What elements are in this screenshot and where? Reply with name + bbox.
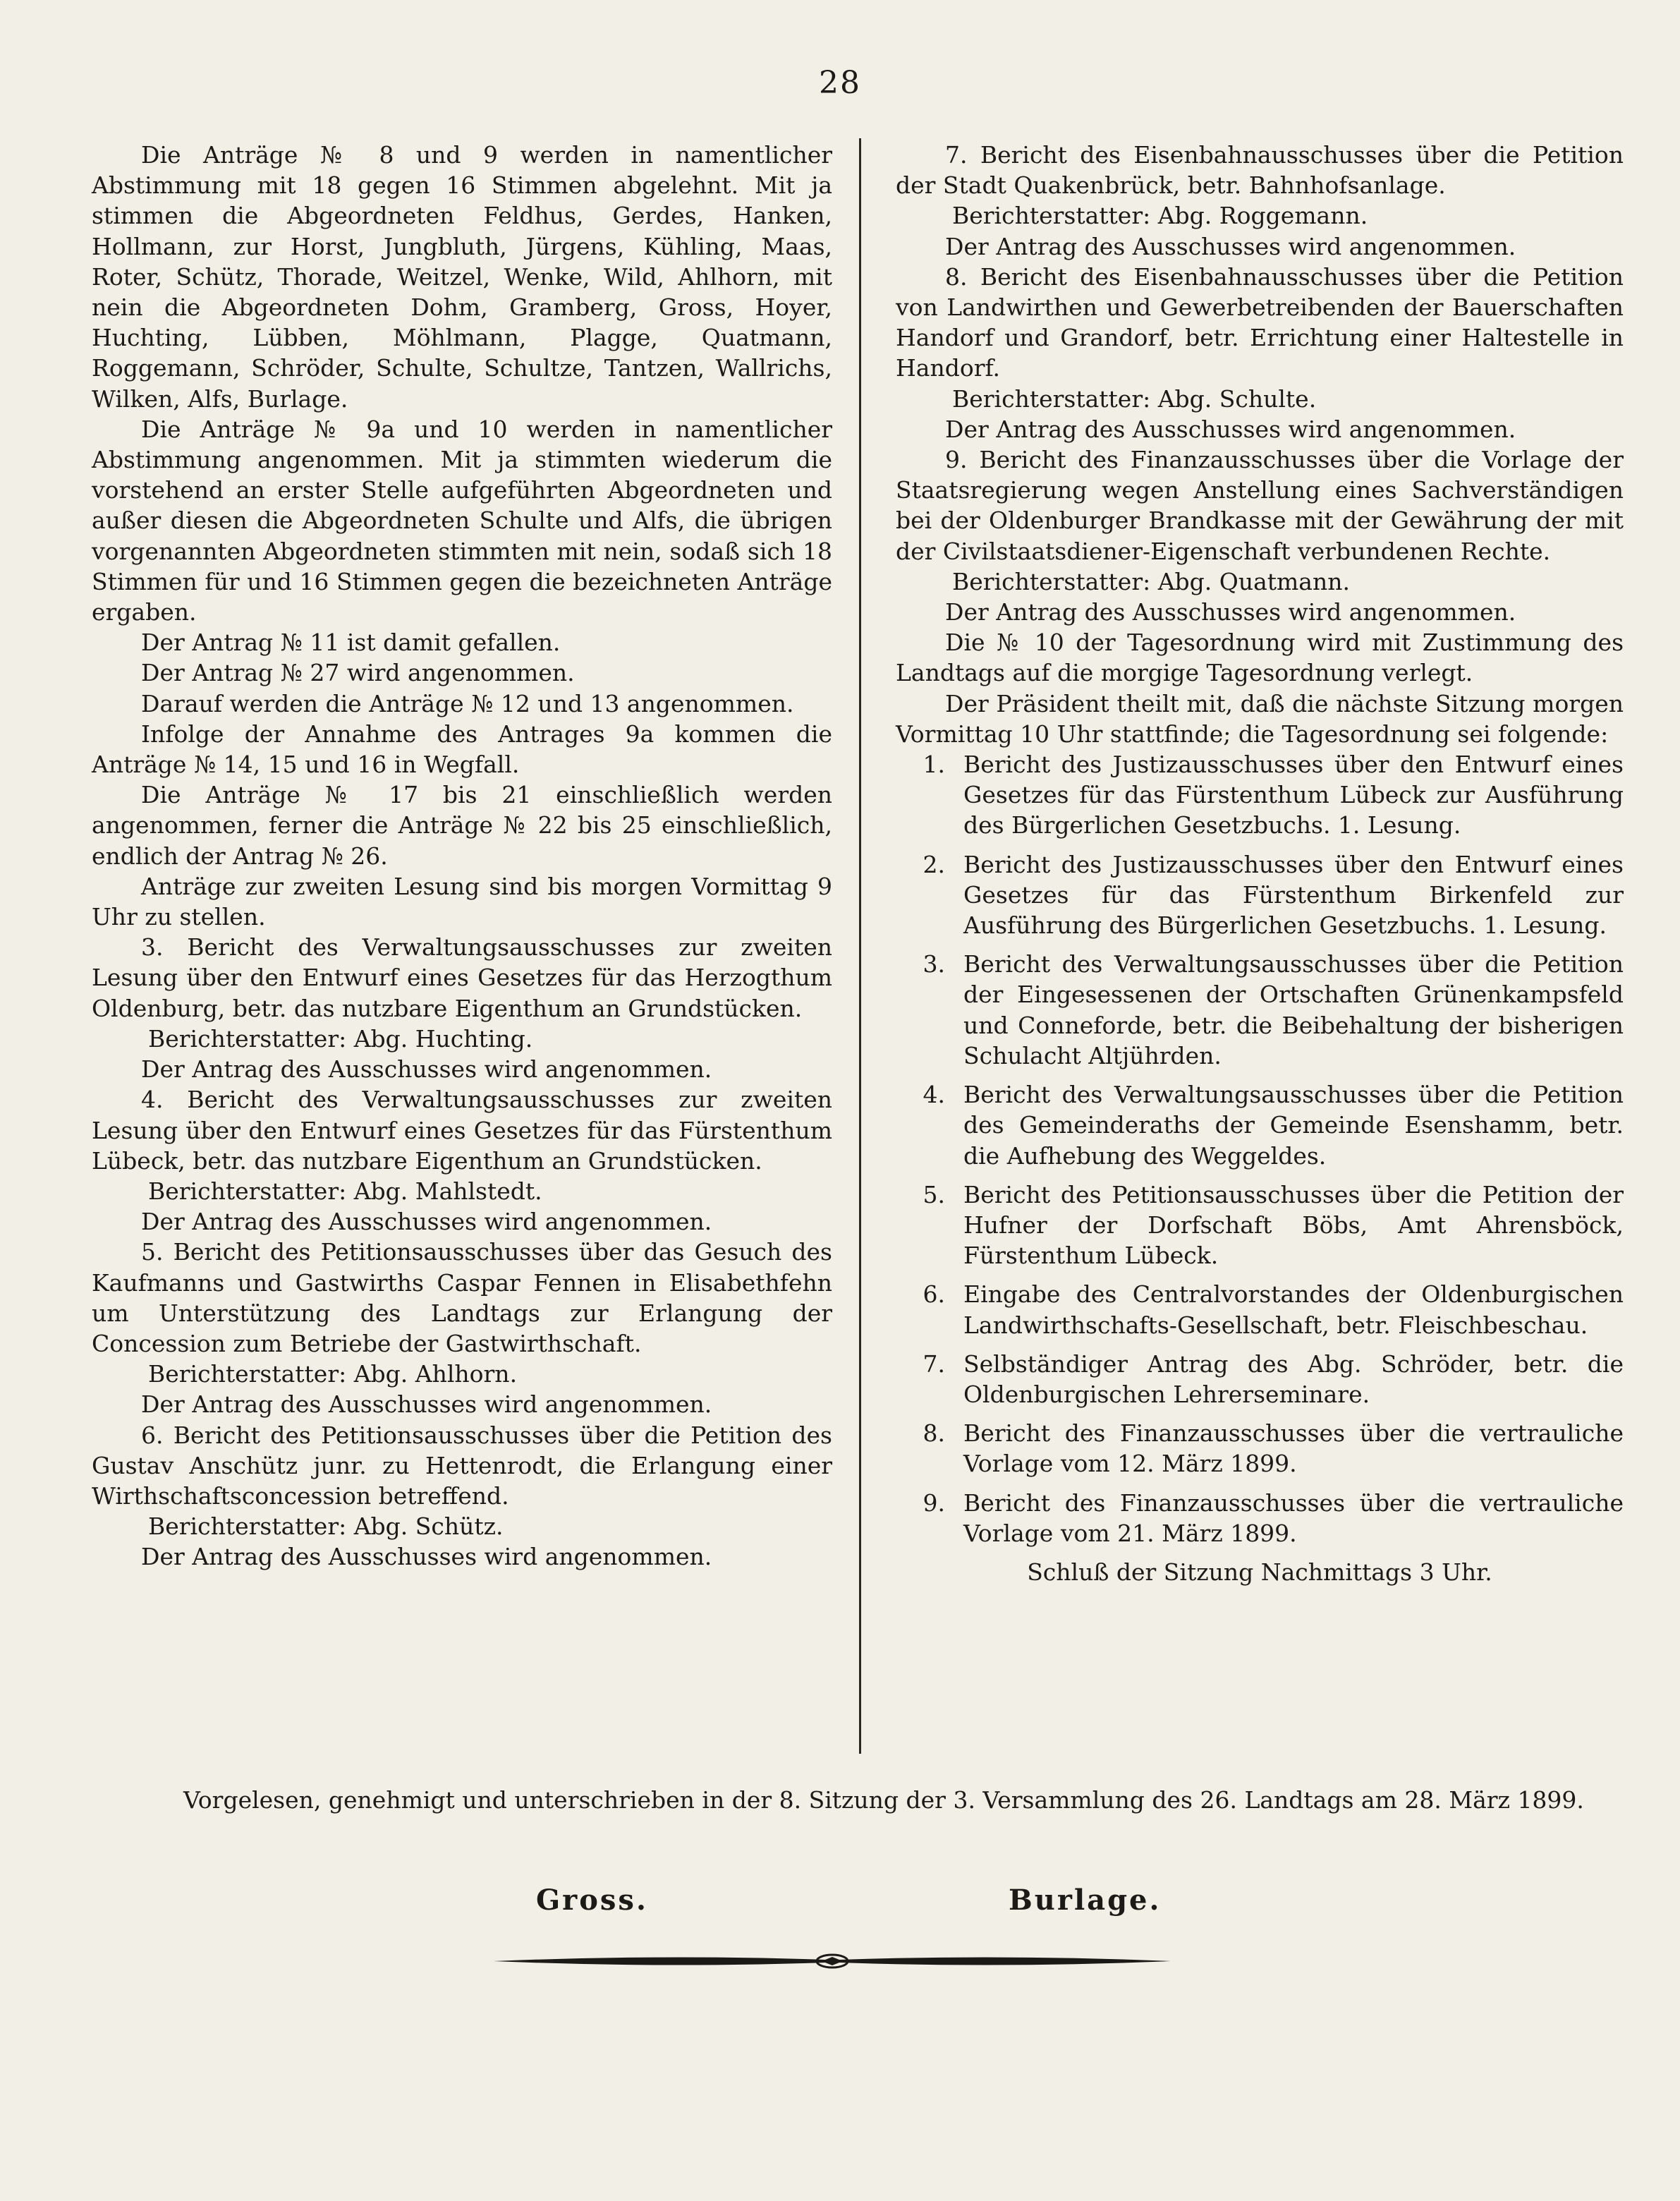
- report-item: 5. Bericht des Petitionsausschusses über das Gesuch des Kaufmanns und Gastwirths Caspar Fennen in Elisabethfehn um Unterstützung des Landtags zur Erlangung der Concession zum Betriebe der Gastwirthschaft.: [92, 1238, 832, 1357]
- agenda-item: [896, 1180, 1624, 1271]
- agenda-number: 3.: [923, 950, 945, 978]
- result-line: Der Antrag des Ausschusses wird angenommen.: [141, 1055, 712, 1084]
- result-line: Der Antrag des Ausschusses wird angenommen.: [141, 1208, 712, 1236]
- reporter-line: Berichterstatter: Abg. Schütz.: [148, 1512, 504, 1541]
- agenda-item: [896, 1418, 1624, 1479]
- agenda-item: [896, 949, 1624, 1071]
- footer-statement: [92, 1785, 1624, 1816]
- agenda-number: 5.: [923, 1180, 945, 1208]
- agenda-item: [896, 1349, 1624, 1409]
- agenda-item: [896, 1488, 1624, 1548]
- paragraph: Die Anträge № 17 bis 21 einschließlich werden angenommen, ferner die Anträge № 22 bis 25 einschließlich, endlich der Antrag № 26.: [92, 781, 832, 870]
- report-item: 3. Bericht des Verwaltungsausschusses zur zweiten Lesung über den Entwurf eines Gesetzes für das Herzogthum Oldenburg, betr. das nutzbare Eigenthum an Grundstücken.: [92, 933, 832, 1022]
- agenda-number: 2.: [923, 850, 945, 878]
- reporter-line: Berichterstatter: Abg. Huchting.: [148, 1024, 533, 1053]
- agenda-text: Selbständiger Antrag des Abg. Schröder, betr. die Oldenburgischen Lehrerseminare.: [963, 1350, 1624, 1408]
- agenda-text: Bericht des Finanzausschusses über die vertrauliche Vorlage vom 21. März 1899.: [963, 1488, 1624, 1547]
- signature-left: Gross.: [536, 1884, 648, 1917]
- agenda-item: [896, 849, 1624, 941]
- agenda-number: 1.: [923, 751, 945, 779]
- signature-right: Burlage.: [1009, 1884, 1162, 1917]
- page-number: 28: [819, 65, 861, 101]
- column-divider: [859, 138, 861, 1754]
- paragraph: Die Anträge № 9a und 10 werden in namentlicher Abstimmung angenommen. Mit ja stimmten wiederum die vorstehend an erster Stelle aufgeführten Abgeordneten und außer diesen die Abgeordneten Schulte und Alfs, die übrigen vorgenannten Abgeordneten stimmten mit nein, sodaß sich 18 Stimmen für und 16 Stimmen gegen die bezeichneten Anträge ergaben.: [92, 415, 832, 626]
- paragraph: Anträge zur zweiten Lesung sind bis morgen Vormittag 9 Uhr zu stellen.: [92, 872, 832, 931]
- agenda-number: 6.: [923, 1280, 945, 1309]
- paragraph: Der Antrag № 27 wird angenommen.: [141, 659, 575, 687]
- agenda-text: Bericht des Justizausschusses über den Entwurf eines Gesetzes für das Fürstenthum Birkenfeld zur Ausführung des Bürgerlichen Gesetzbuchs. 1. Lesung.: [963, 850, 1624, 940]
- reporter-line: Berichterstatter: Abg. Mahlstedt.: [148, 1177, 542, 1205]
- reporter-line: Berichterstatter: Abg. Quatmann.: [952, 567, 1350, 595]
- agenda-number: 7.: [923, 1350, 945, 1378]
- report-item: 6. Bericht des Petitionsausschusses über die Petition des Gustav Anschütz junr. zu Hettenrodt, die Erlangung einer Wirthschaftsconcession betreffend.: [92, 1421, 832, 1510]
- result-line: Der Antrag des Ausschusses wird angenommen.: [141, 1543, 712, 1571]
- paragraph: Der Präsident theilt mit, daß die nächste Sitzung morgen Vormittag 10 Uhr stattfinde; die Tagesordnung sei folgende:: [896, 689, 1624, 748]
- right-column: [896, 140, 1624, 1587]
- reporter-line: Berichterstatter: Abg. Ahlhorn.: [148, 1360, 518, 1388]
- report-item: 7. Bericht des Eisenbahnausschusses über die Petition der Stadt Quakenbrück, betr. Bahnhofsanlage.: [896, 141, 1624, 200]
- agenda-text: Bericht des Petitionsausschusses über die Petition der Hufner der Dorfschaft Böbs, Amt Ahrensböck, Fürstenthum Lübeck.: [963, 1180, 1624, 1270]
- agenda-number: 9.: [923, 1488, 945, 1517]
- paragraph: Infolge der Annahme des Antrages 9a kommen die Anträge № 14, 15 und 16 in Wegfall.: [92, 720, 832, 779]
- agenda-text: Bericht des Verwaltungsausschusses über die Petition des Gemeinderaths der Gemeinde Esenshamm, betr. die Aufhebung des Weggeldes.: [963, 1081, 1624, 1170]
- footer-text: Vorgelesen, genehmigt und unterschrieben in der 8. Sitzung der 3. Versammlung des 26. Landtags am 28. März 1899.: [183, 1786, 1584, 1814]
- report-item: 4. Bericht des Verwaltungsausschusses zur zweiten Lesung über den Entwurf eines Gesetzes für das Fürstenthum Lübeck, betr. das nutzbare Eigenthum an Grundstücken.: [92, 1086, 832, 1175]
- result-line: Der Antrag des Ausschusses wird angenommen.: [945, 598, 1516, 626]
- paragraph: Der Antrag № 11 ist damit gefallen.: [141, 629, 561, 657]
- agenda-text: Bericht des Verwaltungsausschusses über die Petition der Eingesessenen der Ortschaften Grünenkampsfeld und Conneforde, betr. die Beibehaltung der bisherigen Schulacht Altjührden.: [963, 950, 1624, 1069]
- agenda-item: [896, 1079, 1624, 1171]
- paragraph: Darauf werden die Anträge № 12 und 13 angenommen.: [141, 689, 794, 717]
- agenda-text: Eingabe des Centralvorstandes der Oldenburgischen Landwirthschafts-Gesellschaft, betr. Fleischbeschau.: [963, 1280, 1624, 1339]
- reporter-line: Berichterstatter: Abg. Roggemann.: [952, 202, 1368, 230]
- agenda-text: Bericht des Finanzausschusses über die vertrauliche Vorlage vom 12. März 1899.: [963, 1419, 1624, 1478]
- result-line: Der Antrag des Ausschusses wird angenommen.: [945, 415, 1516, 443]
- result-line: Der Antrag des Ausschusses wird angenommen.: [141, 1390, 712, 1419]
- result-line: Der Antrag des Ausschusses wird angenommen.: [945, 232, 1516, 260]
- agenda-number: 8.: [923, 1419, 945, 1448]
- agenda-list: [896, 749, 1624, 1548]
- report-item: 8. Bericht des Eisenbahnausschusses über die Petition von Landwirthen und Gewerbetreibenden der Bauerschaften Handorf und Grandorf, betr. Errichtung einer Haltestelle in Handorf.: [896, 262, 1624, 382]
- ornament-rule: [494, 1947, 1171, 1975]
- agenda-item: [896, 1279, 1624, 1340]
- reporter-line: Berichterstatter: Abg. Schulte.: [952, 384, 1317, 413]
- agenda-item: [896, 749, 1624, 841]
- paragraph: Die Anträge № 8 und 9 werden in namentlicher Abstimmung mit 18 gegen 16 Stimmen abgelehnt. Mit ja stimmen die Abgeordneten Feldhus, Gerdes, Hanken, Hollmann, zur Horst, Jungbluth, Jürgens, Kühling, Maas, Roter, Schütz, Thorade, Weitzel, Wenke, Wild, Ahlhorn, mit nein die Abgeordneten Dohm, Gramberg, Gross, Hoyer, Huchting, Lübben, Möhlmann, Plagge, Quatmann, Roggemann, Schröder, Schulte, Schultze, Tantzen, Wallrichs, Wilken, Alfs, Burlage.: [92, 141, 832, 413]
- session-closing: Schluß der Sitzung Nachmittags 3 Uhr.: [1027, 1558, 1492, 1586]
- paragraph: Die № 10 der Tagesordnung wird mit Zustimmung des Landtags auf die morgige Tagesordnung verlegt.: [896, 629, 1624, 687]
- agenda-text: Bericht des Justizausschusses über den Entwurf eines Gesetzes für das Fürstenthum Lübeck zur Ausführung des Bürgerlichen Gesetzbuchs. 1. Lesung.: [963, 751, 1624, 839]
- agenda-number: 4.: [923, 1081, 945, 1109]
- report-item: 9. Bericht des Finanzausschusses über die Vorlage der Staatsregierung wegen Anstellung eines Sachverständigen bei der Oldenburger Brandkasse mit der Gewährung der mit der Civilstaatsdiener-Eigenschaft verbundenen Rechte.: [896, 446, 1624, 565]
- left-column: [92, 140, 832, 1572]
